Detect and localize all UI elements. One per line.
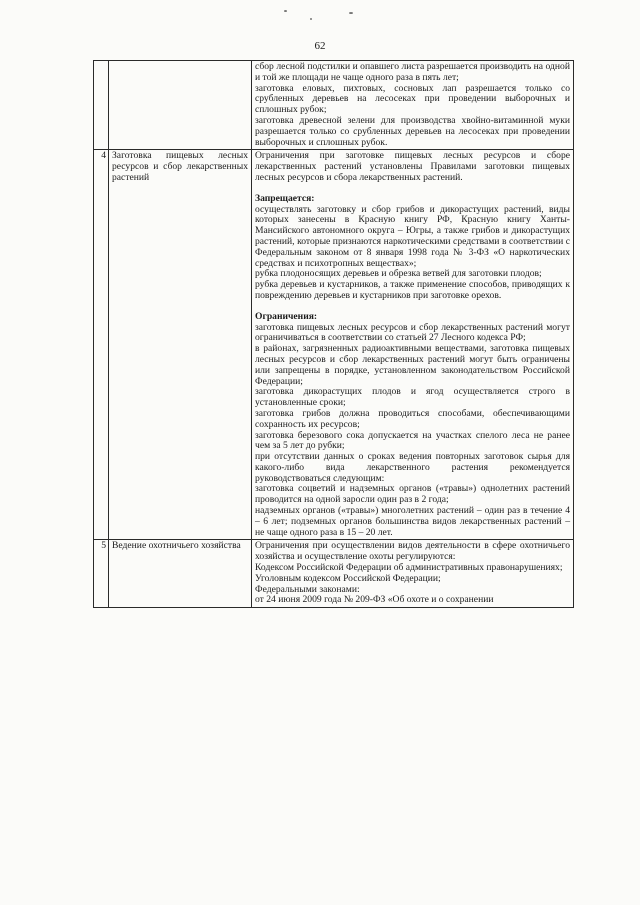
paragraph: Ограничения при заготовке пищевых лесных ресурсов и сборе лекарственных растений установлены Правилами заготовки пищевых лесных ресурсов и сбора лекарственных растений. (255, 150, 570, 183)
regulations-table (93, 60, 574, 608)
paragraph: Уголовным кодексом Российской Федерации; (255, 572, 441, 584)
table-row (94, 61, 574, 150)
paragraph: от 24 июня 2009 года № 209-ФЗ «Об охоте и о сохранении (255, 594, 494, 606)
paragraph: надземных органов («травы») многолетних растений – один раз в течение 4 – 6 лет; подземных органов большинства видов лекарственных растений – не чаще одного раза в 15 – 20 лет. (255, 505, 570, 538)
paragraph: заготовка соцветий и надземных органов («травы») однолетних растений проводится на одной заросли один раз в 2 года; (255, 483, 570, 506)
activity-name: Заготовка пищевых лесных ресурсов и сбор лекарственных растений (109, 150, 252, 540)
prohibited-heading: Запрещается: (255, 192, 315, 204)
table-row (94, 540, 574, 608)
paragraph: Кодексом Российской Федерации об административных правонарушениях; (255, 562, 563, 574)
row-number: 5 (94, 540, 109, 608)
paragraph: Федеральными законами: (255, 583, 360, 595)
restrictions-cell (252, 150, 574, 540)
scan-speck (310, 18, 312, 20)
activity-name (109, 61, 252, 150)
paragraph: в районах, загрязненных радиоактивными веществами, заготовка пищевых лесных ресурсов и сбор лекарственных растений могут быть ограничены или запрещены в порядке, установленном законодательством Российской Федерации; (255, 343, 570, 387)
activity-name: Ведение охотничьего хозяйства (109, 540, 252, 608)
row-number (94, 61, 109, 150)
paragraph: сбор лесной подстилки и опавшего листа разрешается производить на одной и той же площади не чаще одного раза в пять лет; (255, 61, 570, 83)
paragraph: рубка деревьев и кустарников, а также применение способов, приводящих к повреждению деревьев и кустарников при заготовке орехов. (255, 279, 570, 301)
paragraph: заготовка древесной зелени для производства хвойно-витаминной муки разрешается только со срубленных деревьев на лесосеках при проведении выборочных и сплошных рубок. (255, 114, 570, 148)
paragraph: при отсутствии данных о сроках ведения повторных заготовок сырья для какого-либо вида лекарственного растения рекомендуется руководствоваться следующим: (255, 451, 570, 484)
scan-speck (284, 10, 287, 12)
paragraph: рубка плодоносящих деревьев и обрезка ветвей для заготовки плодов; (255, 268, 542, 280)
restrictions-cell (252, 61, 574, 150)
paragraph: Ограничения при осуществлении видов деятельности в сфере охотничьего хозяйства и осуществление охоты регулируются: (255, 540, 570, 563)
paragraph: осуществлять заготовку и сбор грибов и дикорастущих растений, виды которых занесены в Красную книгу РФ, Красную книгу Ханты-Мансийского автономного округа – Югры, а также грибов и дикорастущих растений, которые признаются наркотическими средствами в соответствии с Федеральным законом от 8 января 1998 года № 3-ФЗ «О наркотических средствах и психотропных веществах»; (255, 203, 570, 269)
restrictions-cell (252, 540, 574, 608)
paragraph: заготовка пищевых лесных ресурсов и сбор лекарственных растений могут ограничиваться в соответствии со статьей 27 Лесного кодекса РФ; (255, 321, 570, 344)
restrictions-heading: Ограничения: (255, 310, 318, 322)
scan-speck (349, 12, 353, 14)
page-number: 62 (314, 40, 326, 52)
table-row (94, 150, 574, 540)
regulations-table-wrapper (93, 60, 574, 860)
paragraph: заготовка еловых, пихтовых, сосновых лап разрешается только со срубленных деревьев на лесосеках при проведении выборочных и сплошных рубок; (255, 82, 570, 116)
row-number: 4 (94, 150, 109, 540)
paragraph: заготовка березового сока допускается на участках спелого леса не ранее чем за 5 лет до рубки; (255, 429, 570, 452)
paragraph: заготовка дикорастущих плодов и ягод осуществляется строго в установленные сроки; (255, 386, 570, 409)
paragraph: заготовка грибов должна проводиться способами, обеспечивающими сохранность их ресурсов; (255, 407, 570, 430)
